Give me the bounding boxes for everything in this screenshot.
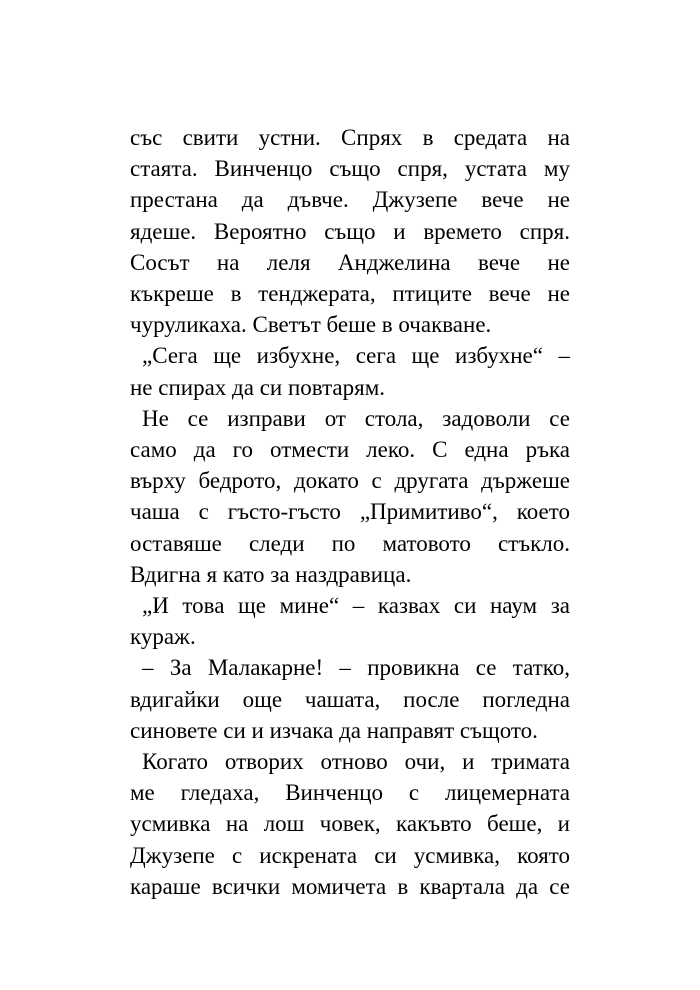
- paragraph-4: [130, 590, 570, 652]
- text-line: кураж.: [130, 624, 196, 650]
- text-line: не спирах да си повтарям.: [130, 374, 385, 400]
- text-line: ме гледаха, Винченцо с лицемерната: [130, 780, 570, 806]
- paragraph-1: [130, 122, 570, 340]
- text-line: чуруликаха. Светът беше в очакване.: [130, 312, 492, 338]
- text-line: Когато отворих отново очи, и тримата: [142, 749, 570, 775]
- paragraph-5: [130, 652, 570, 746]
- text-line: караше всички момичета в квартала да се: [130, 873, 570, 899]
- text-line: „Сега ще избухне, сега ще избухне“ –: [142, 343, 570, 369]
- paragraph-2: [130, 340, 570, 402]
- text-line: Вдигна я като за наздравица.: [130, 561, 412, 587]
- text-line: Не се изправи от стола, задоволи се: [142, 405, 570, 431]
- paragraph-3: [130, 403, 570, 590]
- text-line: Джузепе с искрената си усмивка, която: [130, 842, 570, 868]
- text-line: „И това ще мине“ – казвах си наум за: [142, 593, 570, 619]
- text-line: Сосът на леля Анджелина вече не: [130, 249, 570, 275]
- text-line: ядеше. Вероятно също и времето спря.: [130, 218, 570, 244]
- text-line: престана да дъвче. Джузепе вече не: [130, 187, 570, 213]
- text-line: – За Малакарне! – провикна се татко,: [142, 655, 570, 681]
- text-line: синовете си и изчака да направят същото.: [130, 717, 538, 743]
- page-body-text: [130, 122, 570, 902]
- text-line: със свити устни. Спрях в средата на: [130, 125, 570, 150]
- text-line: върху бедрото, докато с другата държеше: [130, 468, 570, 494]
- text-line: оставяше следи по матовото стъкло.: [130, 530, 570, 556]
- text-line: стаята. Винченцо също спря, устата му: [130, 156, 570, 182]
- text-line: само да го отмести леко. С една ръка: [130, 437, 570, 463]
- paragraph-6: [130, 746, 570, 902]
- text-line: вдигайки още чашата, после погледна: [130, 686, 570, 712]
- text-line: къкреше в тенджерата, птиците вече не: [130, 281, 570, 307]
- text-line: усмивка на лош човек, какъвто беше, и: [130, 811, 570, 837]
- text-line: чаша с гъсто-гъсто „Примитиво“, което: [130, 499, 570, 525]
